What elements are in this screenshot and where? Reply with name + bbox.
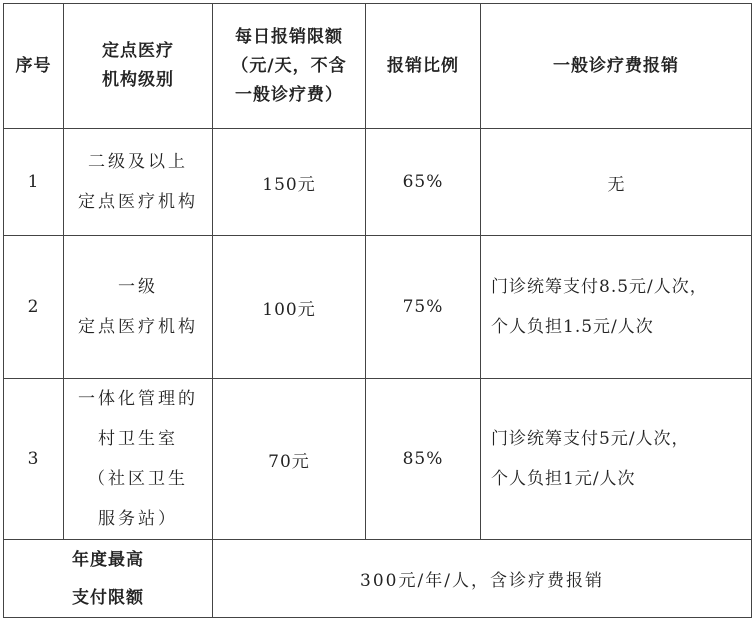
row-no: 3 xyxy=(4,379,64,540)
row-general xyxy=(481,129,752,236)
row-general xyxy=(481,379,752,540)
header-ratio: 报销比例 xyxy=(366,4,481,129)
header-daily-limit-line: 每日报销限额 xyxy=(235,26,343,47)
row-level-line: 定点医疗机构 xyxy=(78,317,198,337)
row-level-line: 一体化管理的 xyxy=(78,389,198,409)
header-no: 序号 xyxy=(4,4,64,129)
header-level-line: 机构级别 xyxy=(102,70,174,90)
row-general-line: 个人负担1元/人次 xyxy=(491,469,636,489)
row-level-line: 二级及以上 xyxy=(88,152,188,172)
footer-label-line: 年度最高 xyxy=(72,549,144,570)
header-general: 一般诊疗费报销 xyxy=(481,4,752,129)
row-ratio: 65% xyxy=(366,129,481,236)
row-level xyxy=(64,236,213,379)
table-row xyxy=(4,379,752,540)
header-daily-limit-line: 一般诊疗费） xyxy=(235,84,343,105)
footer-value: 300元/年/人，含诊疗费报销 xyxy=(213,540,752,618)
row-level-line: 定点医疗机构 xyxy=(78,192,198,212)
table-row xyxy=(4,236,752,379)
row-level xyxy=(64,379,213,540)
footer-label xyxy=(4,540,213,618)
row-general-line: 无 xyxy=(607,174,625,195)
header-level-line: 定点医疗 xyxy=(102,41,174,61)
reimbursement-table xyxy=(3,3,752,618)
table-footer-row xyxy=(4,540,752,618)
row-general-line: 门诊统筹支付5元/人次， xyxy=(491,429,690,449)
row-level xyxy=(64,129,213,236)
header-daily-limit-line: （元/天，不含 xyxy=(231,55,347,76)
row-no: 2 xyxy=(4,236,64,379)
table-row xyxy=(4,129,752,236)
footer-label-line: 支付限额 xyxy=(72,587,144,608)
row-general-line: 个人负担1.5元/人次 xyxy=(491,317,654,337)
row-daily-limit: 70元 xyxy=(213,379,366,540)
row-daily-limit: 100元 xyxy=(213,236,366,379)
header-daily-limit xyxy=(213,4,366,129)
row-general-line: 门诊统筹支付8.5元/人次， xyxy=(491,277,708,297)
row-ratio: 75% xyxy=(366,236,481,379)
row-ratio: 85% xyxy=(366,379,481,540)
row-level-line: 服务站） xyxy=(98,509,178,529)
row-level-line: 一级 xyxy=(118,277,158,297)
table-header-row xyxy=(4,4,752,129)
row-daily-limit: 150元 xyxy=(213,129,366,236)
row-level-line: （社区卫生 xyxy=(88,469,188,489)
row-general xyxy=(481,236,752,379)
header-level xyxy=(64,4,213,129)
row-level-line: 村卫生室 xyxy=(98,429,178,449)
row-no: 1 xyxy=(4,129,64,236)
